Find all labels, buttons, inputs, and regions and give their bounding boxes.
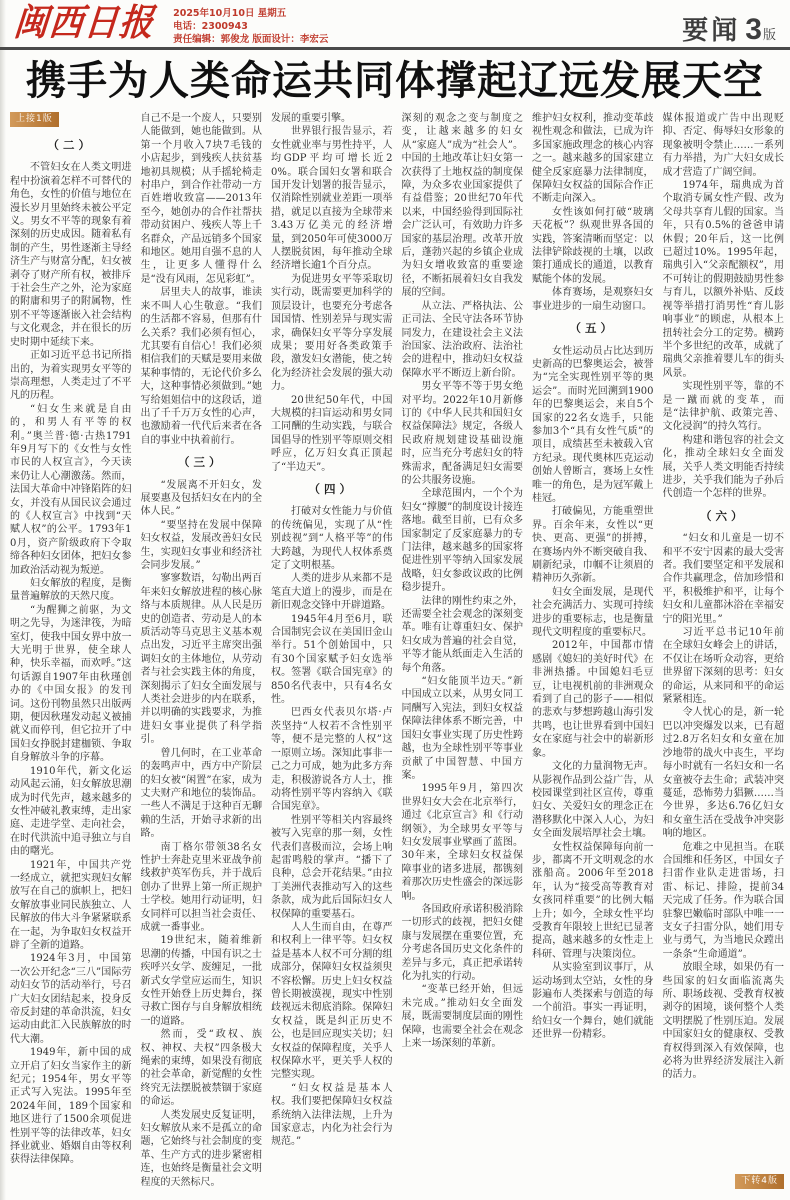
paragraph: 为促进男女平等采取切实行动，既需要更加科学的顶层设计，也要充分考虑各国国情、性别差异与现实需求，确保妇女平等分享发展成果；要用好各类政策手段，激发妇女潜能，使之转化为经济社会发展的强大动力。 [271,273,393,393]
editors-line: 责任编辑：郭俊龙 版面设计：李宏云 [173,34,329,45]
paragraph: 2012年，中国都市情感剧《媳妇的美好时代》在非洲热播。中国媳妇毛豆豆，让电视机前的非洲观众看到了自己的影子——相似的悲欢与梦想跨越山海引发共鸣，也让世界看到中国妇女在家庭与社会中的崭新形象。 [532,640,654,759]
paragraph: 维护妇女权利，推动变革歧视性观念和做法，已成为许多国家施政理念的核心内容之一。越来越多的国家建立健全反家庭暴力法律制度，保障妇女权益的国际合作正不断走向深入。 [532,113,654,205]
paragraph: 文化的力量润物无声。从影视作品到公益广告，从校园课堂到社区宣传，尊重妇女、关爱妇女的理念正在潜移默化中深入人心，为妇女全面发展培厚社会土壤。 [532,761,654,840]
paragraph: 体育赛场，是观察妇女事业进步的一扇生动窗口。 [532,287,654,312]
paragraph: 1924年3月，中国第一次公开纪念“三八”国际劳动妇女节的活动举行，号召广大妇女团结起来，投身反帝反封建的革命洪流，妇女运动由此汇入民族解放的时代大潮。 [10,953,132,1045]
paragraph: 妇女全面发展，是现代社会充满活力、实现可持续进步的重要标志，也是衡量现代文明程度的重要标尺。 [532,586,654,639]
article-columns [0,106,790,1190]
paragraph: 自己不是一个废人，只要别人能做到，她也能做到。从第一个月收入7块7毛钱的小店起步，到残疾人扶贫基地初具规模；从手摇轮椅走村串户，到合作社带动一方百姓增收致富——2013年至今，她创办的合作社帮扶带动贫困户、残疾人等上千名群众，产品远销多个国家和地区。她用自强不息的人生，让更多人懂得什么是“没有风雨，怎见彩虹”。 [140,113,262,285]
paragraph: “发展离不开妇女，发展要惠及包括妇女在内的全体人民。” [140,479,262,518]
paragraph: 人人生而自由，在尊严和权利上一律平等。妇女权益是基本人权不可分割的组成部分，保障妇女权益须臾不容松懈。历史上妇女权益曾长期被漠视，现实中性别歧视远未彻底消除。保障妇女权益，既是纠正历史不公，也是回应现实关切；妇女权益的保障程度，关乎人权保障水平，更关乎人权的完整实现。 [271,921,393,1081]
paragraph: 南丁格尔带领38名女性护士奔赴克里米亚战争前线救护英军伤兵，并于战后创办了世界上第一所正规护士学校。她用行动证明，妇女同样可以担当社会责任、成就一番事业。 [140,841,262,933]
news-column-5 [532,112,654,1190]
paragraph: “妇女和儿童是一切不和平不安宁因素的最大受害者。我们要坚定和平发展和合作共赢理念，倍加珍惜和平，积极维护和平，让每个妇女和儿童都沐浴在幸福安宁的阳光里。” [662,533,784,625]
paragraph: 男女平等不等于男女绝对平均。2022年10月新修订的《中华人民共和国妇女权益保障法》规定，各级人民政府规划建设基础设施时，应当充分考虑妇女的特殊需求，配备满足妇女需要的公共服务设施。 [401,381,523,486]
paragraph: 然而，受“政权、族权、神权、夫权”四条极大绳索的束缚，如果没有彻底的社会革命，新觉醒的女性终究无法摆脱被禁锢于家庭的命运。 [140,1029,262,1108]
paragraph: “妇女能顶半边天。”新中国成立以来，从男女同工同酬写入宪法，到妇女权益保障法律体系不断完善，中国妇女事业实现了历史性跨越，也为全球性别平等事业贡献了中国智慧、中国方案。 [401,676,523,781]
page-number: 3 [745,13,762,46]
paragraph: 全球范围内，一个个为妇女“撑腰”的制度设计接连落地。截至目前，已有众多国家制定了反家庭暴力的专门法律，越来越多的国家将促进性别平等纳入国家发展战略，妇女参政议政的比例稳步提升。 [401,488,523,594]
phone-line: 电话：2300943 [173,21,248,32]
paragraph: 人类的进步从来都不是笔直大道上的漫步，而是在新旧观念交锋中开辟道路。 [271,573,393,612]
masthead [0,0,790,50]
paragraph: 实现性别平等，靠的不是一蹴而就的变革，而是“法律护航、政策完善、文化浸润”的持久笃行。 [662,381,784,433]
paragraph: 令人忧心的是，新一轮巴以冲突爆发以来，已有超过2.8万名妇女和女童在加沙地带的战火中丧生，平均每小时就有一名妇女和一名女童被夺去生命；武装冲突蔓延，恐怖势力猖獗……当今世界，多达6.76亿妇女和女童生活在受战争冲突影响的地区。 [662,707,784,840]
paragraph: 放眼全球，如果仍有一些国家的妇女面临流离失所、职场歧视、受教育权被剥夺的困境，谈何整个人类文明摆脱了性别压迫。发展中国家妇女的健康权、受教育权得到深入有效保障，也必将为世界经济发展注入新的活力。 [662,962,784,1081]
paragraph: 曾几何时，在工业革命的轰鸣声中，西方中产阶层的妇女被“闲置”在家，成为丈夫财产和地位的装饰品。一些人不满足于这种百无聊赖的生活，开始寻求新的出路。 [140,747,262,840]
masthead-info [173,4,328,46]
paragraph: 从实验室到议事厅，从运动场到太空站，女性的身影遍布人类探索与创造的每一个前沿。事实一再证明，给妇女一个舞台，她们就能还世界一份精彩。 [532,962,654,1041]
news-column-1 [10,112,132,1190]
paragraph: 1974年，瑞典成为首个取消专属女性产假、改为父母共享育儿假的国家。当年，只有0.5%的爸爸申请休假；20年后，这一比例已超过10%。1995年起，瑞典引入“父亲配额权”，用不可转让的假期鼓励男性参与育儿，以额外补贴、反歧视等举措打消男性“育儿影响事业”的顾虑，从根本上扭转社会分工的定势。横跨半个多世纪的改革，成就了瑞典父亲推着婴儿车的街头风景。 [662,180,784,379]
section-marker: （六） [700,508,747,523]
paragraph: 世界银行报告显示，若女性就业率与男性持平，人均GDP平均可增长近20%。联合国妇女署和联合国开发计划署的报告显示，仅消除性别就业差距一项举措，就足以直接为全球带来3.43万亿美元的经济增量，到2050年可使3000万人摆脱贫困，每年推动全球经济增长逾1个百分点。 [271,126,393,272]
section-marker: （四） [308,481,355,496]
news-column-2 [141,112,263,1190]
article-headline: 携手为人类命运共同体撑起辽远发展天空 [26,59,764,103]
paragraph: 打破偏见，方能重塑世界。百余年来，女性以“更快、更高、更强”的拼搏，在赛场内外不断突破自我、刷新纪录，巾帼不让须眉的精神历久弥新。 [532,506,654,585]
paragraph: 1945年4月至6月，联合国制宪会议在美国旧金山举行。51个创始国中，只有30个国家赋予妇女选举权。签署《联合国宪章》的850名代表中，只有4名女性。 [271,613,393,706]
paragraph: “妇女权益是基本人权。我们要把保障妇女权益系统纳入法律法规，上升为国家意志，内化为社会行为规范。” [271,1082,393,1148]
paragraph: 巴西女代表贝尔塔·卢茨坚持“人权若不含性别平等，便不是完整的人权”这一原则立场。深知此事非一己之力可成，她为此多方奔走，积极游说各方人士，推动将性别平等内容纳入《联合国宪章》。 [271,707,393,813]
section-page-label [682,10,776,47]
paragraph: 从立法、严格执法、公正司法、全民守法各环节协同发力，在建设社会主义法治国家、法治政府、法治社会的进程中，推动妇女权益保障水平不断迈上新台阶。 [401,300,523,379]
section-marker: （二） [47,138,94,152]
paragraph: “为醒狮之前驱，为文明之先导，为迷津筏，为暗室灯，使我中国女界中放一大光明于世界，使全球人种，快乐幸福，而欢呼。”这句话源自1907年由秋瑾创办的《中国女报》的发刊词。这份刊物虽然只出版两期，便因秋瑾发动起义被捕就义而停刊，但它拉开了中国妇女挣脱封建枷锁、争取自身解放斗争的序幕。 [10,604,132,764]
paragraph: 构建和谐包容的社会文化，推动全球妇女全面发展，关乎人类文明能否持续进步，关乎我们能为子孙后代创造一个怎样的世界。 [662,434,784,500]
paragraph: 女性运动员占比达到历史新高的巴黎奥运会，被誉为“完全实现性别平等的奥运会”。而时光回溯到1900年的巴黎奥运会，来自5个国家的22名女选手，只能参加3个“具有女性气质”的项目，成绩甚至未被载入官方纪录。现代奥林匹克运动创始人曾断言，赛场上女性唯一的角色，是为冠军戴上桂冠。 [532,345,654,504]
paragraph: 1949年，新中国的成立开启了妇女当家作主的新纪元；1954年，男女平等正式写入宪法。1995年至2024年间，189个国家和地区进行了1500余项促进性别平等的法律改革，妇女择业就业、婚姻自由等权利获得法律保障。 [10,1047,132,1166]
paragraph: 人类发展史反复证明，妇女解放从来不是孤立的命题，它始终与社会制度的变革、生产方式的进步紧密相连，也始终是衡量社会文明程度的天然标尺。 [140,1109,262,1188]
news-column-6 [663,112,785,1190]
paragraph: 危难之中见担当。在联合国维和任务区，中国女子扫雷作业队走进雷场，扫雷、标记、排险，提前34天完成了任务。作为联合国驻黎巴嫩临时部队中唯一一支女子扫雷分队，她们用专业与勇气，为当地民众蹚出一条条“生命通道”。 [662,841,784,960]
paragraph: “要坚持在发展中保障妇女权益，发展改善妇女民生，实现妇女事业和经济社会同步发展。” [140,519,262,571]
news-column-4 [402,112,524,1190]
paragraph: 习近平总书记10年前在全球妇女峰会上的讲话，不仅让在场听众动容，更给世界留下深刻的思考：妇女的命运，从来同和平的命运紧紧相连。 [662,627,784,706]
continued-from-badge: 上接1版 [10,112,59,127]
page-unit: 版 [762,27,776,42]
paragraph: 法律的刚性约束之外，还需要全社会观念的深刻变革。唯有让尊重妇女、保护妇女成为普遍的社会自觉，平等才能从纸面走入生活的每个角落。 [401,595,523,674]
paragraph: 发展的重要引擎。 [271,113,351,124]
paragraph: 女性权益保障每向前一步，都离不开文明观念的水涨船高。2006年至2018年，认为“接受高等教育对女孩同样重要”的比例大幅上升；如今，全球女性平均受教育年限较上世纪已显著提高，越来越多的女性走上科研、管理与决策岗位。 [532,841,654,960]
paragraph: 正如习近平总书记所指出的，为着实现男女平等的崇高理想，人类走过了不平凡的历程。 [10,350,132,402]
paragraph: 1995年9月，第四次世界妇女大会在北京举行，通过《北京宣言》和《行动纲领》，为全球男女平等与妇女发展事业擘画了蓝图。30年来，全球妇女权益保障事业的诸多进展，都镌刻着那次历史性盛会的深远影响。 [401,783,523,902]
continued-to-badge: 下转4版 [735,1174,784,1189]
paragraph: 20世纪50年代，中国大规模的扫盲运动和男女同工同酬的生动实践，与联合国倡导的性别平等原则交相呼应，亿万妇女真正顶起了“半边天”。 [271,394,393,473]
section-name: 要闻 [682,15,741,45]
paragraph: 性别平等相关内容最终被写入宪章的那一刻，女性代表们喜极而泣，会场上响起雷鸣般的掌声。“播下了良种，总会开花结果。”由拉丁美洲代表推动写入的这些条款，成为此后国际妇女人权保障的重要基石。 [271,814,393,920]
paragraph: 1910年代，新文化运动风起云涌，妇女解放思潮成为时代先声，越来越多的女性冲破礼教束缚，走出家庭、走进学堂、走向社会，在时代洪流中追寻独立与自由的曙光。 [10,765,132,858]
section-marker: （五） [569,321,616,336]
paragraph: 寥寥数语，勾勒出两百年来妇女解放进程的核心脉络与本质规律。从人民是历史的创造者、劳动是人的本质活动等马克思主义基本观点出发，习近平主席突出强调妇女的主体地位，从劳动者与社会实践主体的角度，深刻揭示了妇女全面发展与人类社会进步的内在联系，并以明确的实践要求，为推进妇女事业提供了科学指引。 [140,573,262,746]
section-marker: （三） [178,455,225,470]
paragraph: 女性该如何打破“玻璃天花板”？纵观世界各国的实践，答案清晰而坚定：以法律铲除歧视的土壤，以政策打通成长的通道，以教育赋能个体的发展。 [532,206,654,285]
paragraph: 不管妇女在人类文明进程中扮演着怎样不可替代的角色，女性的价值与地位在漫长岁月里始终未被公平定义。男女不平等的现象有着深刻的历史成因。随着私有制的产生，男性逐渐主导经济生产与财富分配，妇女被剥夺了财产所有权，被排斥于社会生产之外，沦为家庭的附庸和男子的附属物，性别不平等逐渐嵌入社会结构与文化观念，并在很长的历史时期中延续下来。 [10,162,132,348]
paragraph: “变革已经开始，但远未完成。”推动妇女全面发展，既需要制度层面的刚性保障，也需要全社会在观念上来一场深刻的革新。 [401,984,523,1050]
paragraph: 媒体报道或广告中出现贬抑、否定、侮辱妇女形象的现象被明令禁止……一系列有力举措，为广大妇女成长成才营造了广阔空间。 [662,113,784,178]
paragraph: 打破对女性能力与价值的传统偏见，实现了从“性别歧视”到“人格平等”的伟大跨越，为现代人权体系奠定了文明根基。 [271,506,393,571]
paragraph: 妇女解放的程度，是衡量普遍解放的天然尺度。 [10,578,132,603]
paragraph: 19世纪末，随着维新思潮的传播，中国有识之士疾呼兴女学、废缠足，一批新式女学堂应运而生，知识女性开始登上历史舞台，探寻救亡图存与自身解放相统一的道路。 [140,935,262,1027]
paragraph: 居里夫人的故事，谁读来不叫人心生敬意。“我们的生活都不容易，但那有什么关系？我们必须有恒心，尤其要有自信心！我们必须相信我们的天赋是要用来做某种事情的，无论代价多么大，这种事情必须做到。”她写给姐姐信中的这段话，道出了千千万万女性的心声，也激励着一代代后来者在各自的事业中执着前行。 [140,287,262,446]
news-column-3 [271,112,393,1190]
paragraph: 1921年，中国共产党一经成立，就把实现妇女解放写在自己的旗帜上，把妇女解放事业同民族独立、人民解放的伟大斗争紧紧联系在一起，为争取妇女权益开辟了全新的道路。 [10,859,132,951]
newspaper-logo: 闽西日报 [12,1,156,45]
paragraph: 深刻的观念之变与制度之变，让越来越多的妇女从“家庭人”成为“社会人”。中国的土地改革让妇女第一次获得了土地权益的制度保障，为众多农业国家提供了有益借鉴；20世纪70年代以来，中国经验得到国际社会广泛认可，有效助力许多国家的基层治理。改革开放后，蓬勃兴起的乡镇企业成为妇女增收致富的重要途径，不断拓展着妇女自我发展的空间。 [401,113,523,299]
paragraph: “妇女生来就是自由的，和男人有平等的权利。”奥兰普·德·古热1791年9月写下的《女性与女性市民的人权宣言》，今天读来仍让人心潮激荡。然而，法国大革命中冲锋陷阵的妇女，并没有从国民议会通过的《人权宣言》中找到“天赋人权”的公平。1793年10月，资产阶级政府下令取缔各种妇女团体，把妇女参加政治活动视为叛逆。 [10,403,132,576]
date-line: 2025年10月10日 星期五 [173,8,287,19]
paragraph: 各国政府承诺积极消除一切形式的歧视，把妇女健康与发展摆在重要位置，充分考虑各国历史文化条件的差异与多元，真正把承诺转化为扎实的行动。 [401,903,523,982]
